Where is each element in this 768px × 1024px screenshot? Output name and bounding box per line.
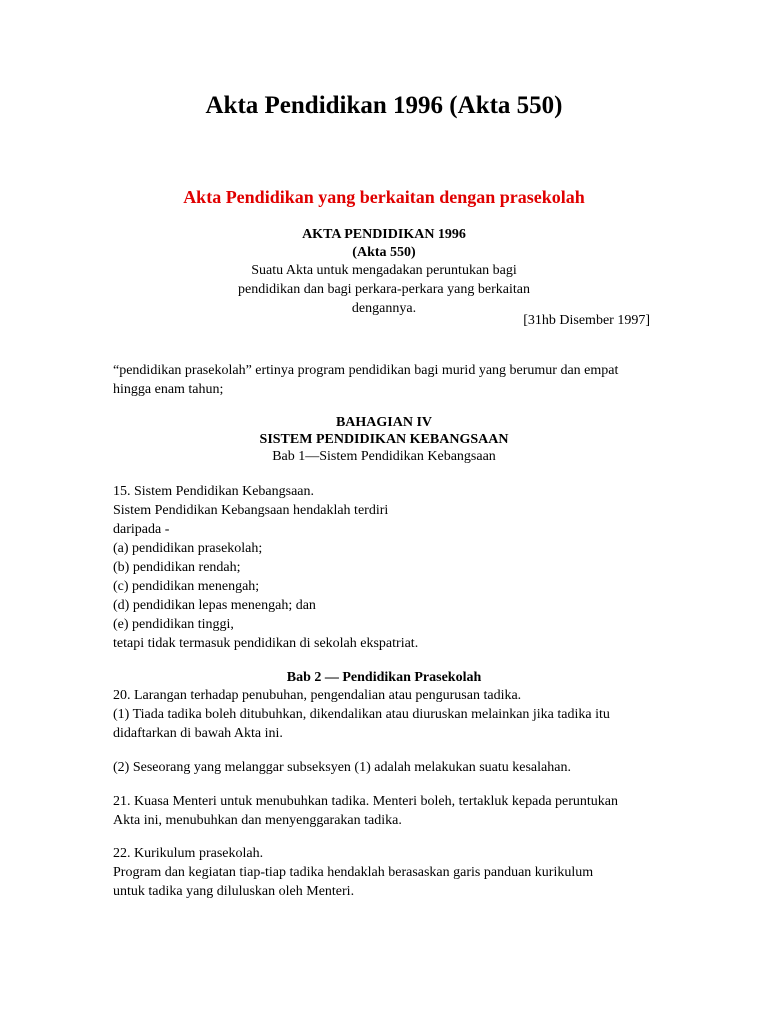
- part-title: SISTEM PENDIDIKAN KEBANGSAAN: [259, 432, 509, 447]
- section-22: [113, 844, 653, 901]
- section-15-line: tetapi tidak termasuk pendidikan di sekolah ekspatriat.: [113, 636, 419, 651]
- definition-paragraph: [113, 361, 653, 399]
- section-15-line: daripada -: [113, 522, 170, 537]
- section-21: [113, 792, 653, 830]
- section-20: [113, 686, 653, 743]
- act-description-line: Suatu Akta untuk mengadakan peruntukan bagi: [251, 263, 517, 278]
- section-15-line: (e) pendidikan tinggi,: [113, 617, 234, 632]
- definition-line: “pendidikan prasekolah” ertinya program pendidikan bagi murid yang berumur dan empat: [113, 363, 619, 378]
- section-20-line: didaftarkan di bawah Akta ini.: [113, 726, 283, 741]
- section-20-line: 20. Larangan terhadap penubuhan, pengendalian atau pengurusan tadika.: [113, 688, 522, 703]
- document-title: Akta Pendidikan 1996 (Akta 550): [205, 92, 563, 119]
- act-description-line: pendidikan dan bagi perkara-perkara yang berkaitan: [238, 282, 530, 297]
- section-22-line: untuk tadika yang diluluskan oleh Menteri.: [113, 884, 355, 899]
- section-22-line: Program dan kegiatan tiap-tiap tadika hendaklah berasaskan garis panduan kurikulum: [113, 865, 594, 880]
- section-15-line: (b) pendidikan rendah;: [113, 560, 241, 575]
- act-description: [0, 261, 768, 318]
- section-22-line: 22. Kurikulum prasekolah.: [113, 846, 264, 861]
- act-description-line: dengannya.: [351, 301, 417, 316]
- act-header-line1: AKTA PENDIDIKAN 1996: [302, 227, 466, 242]
- section-15-line: (d) pendidikan lepas menengah; dan: [113, 598, 316, 613]
- part-label: BAHAGIAN IV: [335, 415, 433, 430]
- definition-line: hingga enam tahun;: [113, 382, 224, 397]
- act-date: [31hb Disember 1997]: [523, 313, 650, 328]
- section-20-2-line: (2) Seseorang yang melanggar subseksyen (1) adalah melakukan suatu kesalahan.: [113, 760, 571, 775]
- act-header-line2: (Akta 550): [352, 245, 416, 260]
- section-15-line: 15. Sistem Pendidikan Kebangsaan.: [113, 484, 315, 499]
- section-21-line: 21. Kuasa Menteri untuk menubuhkan tadika. Menteri boleh, tertakluk kepada peruntukan: [113, 794, 619, 809]
- section-21-line: Akta ini, menubuhkan dan menyenggarakan tadika.: [113, 813, 402, 828]
- section-15-line: (c) pendidikan menengah;: [113, 579, 260, 594]
- section-15-line: Sistem Pendidikan Kebangsaan hendaklah terdiri: [113, 503, 389, 518]
- document-subtitle: Akta Pendidikan yang berkaitan dengan prasekolah: [183, 187, 585, 207]
- section-20-line: (1) Tiada tadika boleh ditubuhkan, dikendalikan atau diuruskan melainkan jika tadika itu: [113, 707, 610, 722]
- section-20-subsection-2: [113, 758, 653, 777]
- chapter1-heading: Bab 1—Sistem Pendidikan Kebangsaan: [272, 449, 496, 464]
- chapter2-heading: Bab 2 — Pendidikan Prasekolah: [286, 670, 482, 685]
- section-15-line: (a) pendidikan prasekolah;: [113, 541, 263, 556]
- section-15: [113, 482, 653, 653]
